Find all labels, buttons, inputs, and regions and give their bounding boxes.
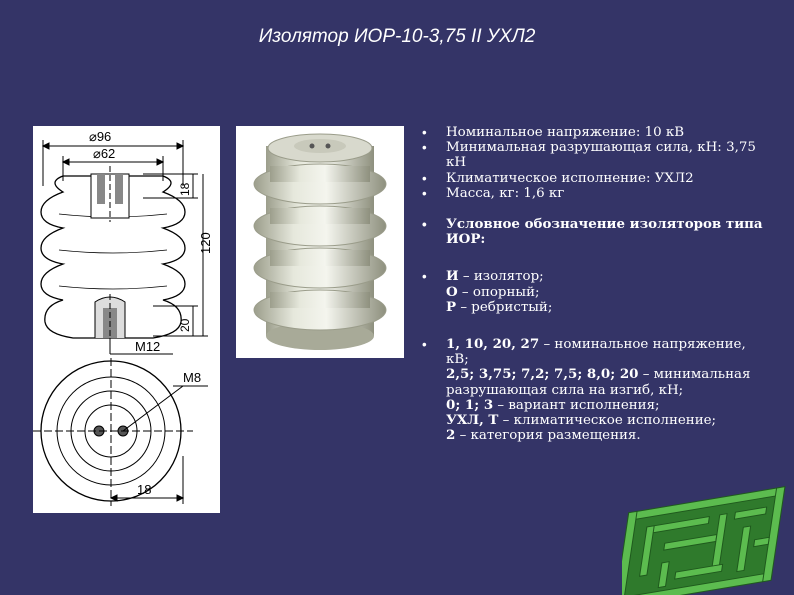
insulator-photo [236, 126, 404, 358]
spec-item: • Номинальное напряжение: 10 кВ [422, 125, 772, 140]
dim-120: 120 [198, 232, 213, 254]
slide-title: Изолятор ИОР-10-3,75 II УХЛ2 [258, 26, 536, 47]
code-text: – климатическое исполнение; [498, 413, 717, 429]
dim-m8: M8 [183, 370, 202, 385]
letter-key: И [446, 268, 459, 285]
code-text: – минимальная разрушающая сила на изгиб, кН; [446, 367, 751, 398]
dim-18-bottom: 18 [137, 482, 152, 497]
letter-text: – изолятор; [458, 269, 544, 285]
code-key: 1, 10, 20, 27 [446, 336, 540, 353]
letter-key: Р [446, 298, 457, 315]
code-text: – вариант исполнения; [493, 397, 660, 413]
code-key: УХЛ, Т [446, 412, 499, 429]
letter-text: – ребристый; [456, 299, 553, 315]
spec-list [422, 125, 772, 443]
letters-item [422, 269, 772, 315]
spec-item: • Климатическое исполнение: УХЛ2 [422, 171, 772, 186]
dim-m12: M12 [135, 339, 161, 354]
dim-d62: ⌀62 [93, 146, 116, 161]
dim-20: 20 [178, 318, 192, 332]
code-text: – номинальное напряжение, кВ; [446, 337, 746, 368]
technical-drawing [33, 126, 220, 513]
code-key: 0; 1; 3 [446, 396, 494, 413]
letter-key: О [446, 283, 458, 300]
code-key: 2,5; 3,75; 7,2; 7,5; 8,0; 20 [446, 366, 639, 383]
dim-d96: ⌀96 [89, 129, 112, 144]
codes-item [422, 337, 772, 443]
designation-heading: • Условное обозначение изоляторов типа ИОР: [422, 217, 772, 247]
spec-item: • Минимальная разрушающая сила, кН: 3,75 кН [422, 140, 772, 170]
spec-item: • Масса, кг: 1,6 кг [422, 186, 772, 201]
code-text: – категория размещения. [455, 428, 641, 444]
maze-decoration [622, 482, 794, 595]
letter-text: – опорный; [457, 284, 540, 300]
code-key: 2 [446, 427, 456, 444]
dim-18-top: 18 [178, 182, 192, 196]
